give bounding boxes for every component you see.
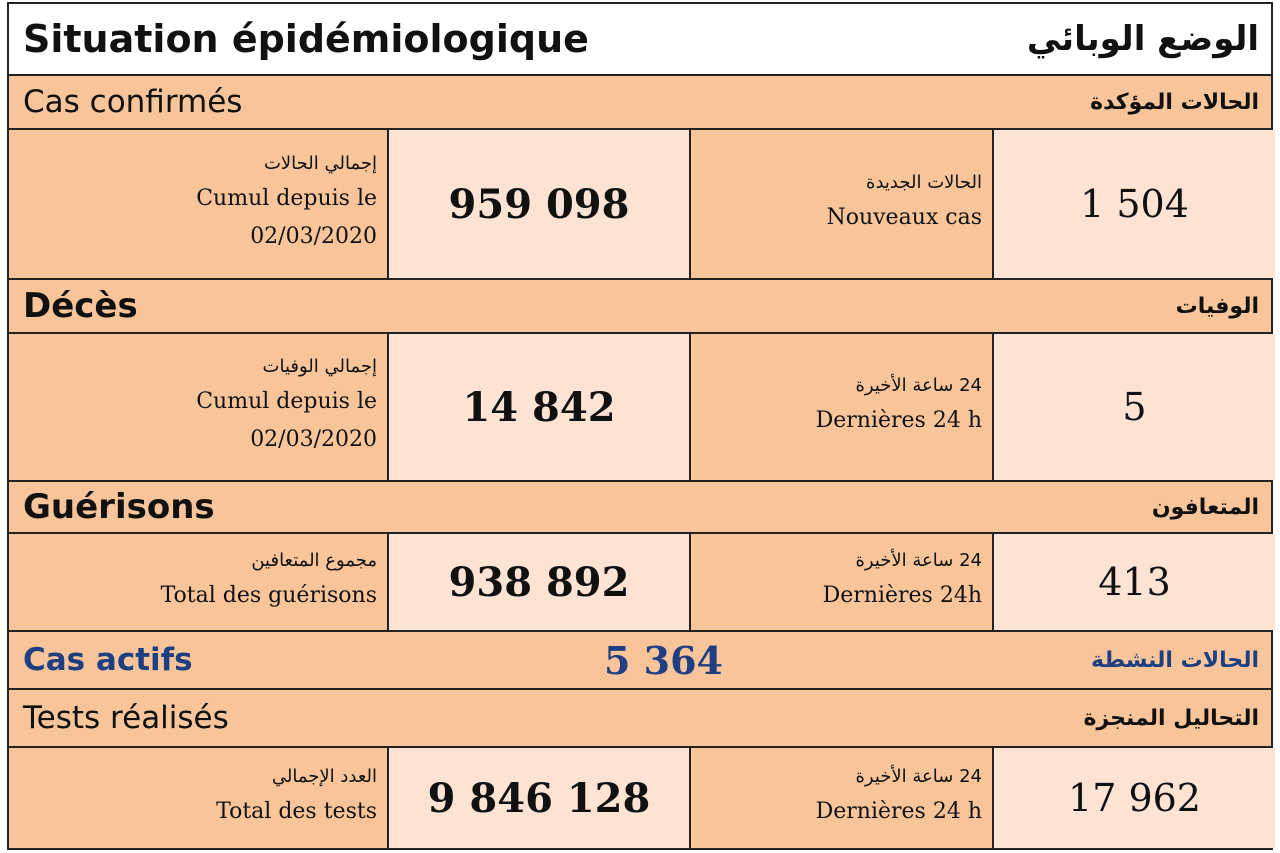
tests-header-ar: التحاليل المنجزة <box>1083 705 1259 731</box>
confirmed-header-row <box>9 76 1271 130</box>
recoveries-last-fr: Dernières 24h <box>822 582 982 608</box>
recoveries-header-row <box>9 482 1271 534</box>
confirmed-new-ar: الحالات الجديدة <box>866 171 982 193</box>
active-cases-value: 5 364 <box>604 637 723 683</box>
confirmed-header-ar: الحالات المؤكدة <box>1090 89 1259 115</box>
confirmed-cumul-fr-1: Cumul depuis le <box>196 185 377 211</box>
deaths-last-value: 5 <box>1122 385 1147 429</box>
recoveries-total-label-cell <box>9 534 389 630</box>
tests-total-value: 9 846 128 <box>427 774 651 822</box>
confirmed-data-row <box>9 130 1271 280</box>
title-row <box>9 4 1271 76</box>
recoveries-last-ar: 24 ساعة الأخيرة <box>855 549 982 571</box>
deaths-cumul-fr-2: 02/03/2020 <box>250 426 377 452</box>
deaths-cumul-ar: إجمالي الوفيات <box>262 355 377 377</box>
tests-header-row <box>9 690 1271 748</box>
confirmed-new-label-cell <box>691 130 994 278</box>
confirmed-cumul-fr-2: 02/03/2020 <box>250 223 377 249</box>
confirmed-new-value-cell <box>994 130 1275 278</box>
title-french: Situation épidémiologique <box>23 17 589 61</box>
recoveries-last-value-cell <box>994 534 1275 630</box>
deaths-last-label-cell <box>691 334 994 480</box>
tests-last-label-cell <box>691 748 994 848</box>
active-cases-row <box>9 632 1271 690</box>
active-cases-label-fr: Cas actifs <box>23 642 193 678</box>
deaths-last-ar: 24 ساعة الأخيرة <box>855 374 982 396</box>
deaths-cumul-value: 14 842 <box>462 383 616 431</box>
confirmed-cumul-value: 959 098 <box>448 180 630 228</box>
deaths-cumul-value-cell <box>389 334 691 480</box>
tests-total-value-cell <box>389 748 691 848</box>
tests-last-fr: Dernières 24 h <box>815 798 982 824</box>
tests-data-row <box>9 748 1271 848</box>
deaths-header-fr: Décès <box>23 286 138 326</box>
recoveries-total-value-cell <box>389 534 691 630</box>
confirmed-new-fr: Nouveaux cas <box>826 204 982 230</box>
deaths-data-row <box>9 334 1271 482</box>
tests-last-ar: 24 ساعة الأخيرة <box>855 765 982 787</box>
epidemiological-table <box>7 2 1273 850</box>
deaths-cumul-label-cell <box>9 334 389 480</box>
deaths-cumul-fr-1: Cumul depuis le <box>196 388 377 414</box>
recoveries-last-label-cell <box>691 534 994 630</box>
tests-total-label-cell <box>9 748 389 848</box>
recoveries-header-fr: Guérisons <box>23 487 215 527</box>
recoveries-total-fr: Total des guérisons <box>160 582 377 608</box>
deaths-last-fr: Dernières 24 h <box>815 407 982 433</box>
recoveries-data-row <box>9 534 1271 632</box>
deaths-last-value-cell <box>994 334 1275 480</box>
confirmed-new-value: 1 504 <box>1080 182 1189 226</box>
deaths-header-row <box>9 280 1271 334</box>
tests-total-fr: Total des tests <box>216 798 377 824</box>
tests-last-value: 17 962 <box>1068 776 1201 820</box>
active-cases-label-ar: الحالات النشطة <box>1090 647 1259 673</box>
recoveries-total-value: 938 892 <box>448 558 630 606</box>
tests-header-fr: Tests réalisés <box>23 700 229 736</box>
confirmed-header-fr: Cas confirmés <box>23 84 243 120</box>
recoveries-last-value: 413 <box>1098 560 1171 604</box>
tests-total-ar: العدد الإجمالي <box>271 765 377 787</box>
deaths-header-ar: الوفيات <box>1175 293 1259 319</box>
recoveries-header-ar: المتعافون <box>1151 494 1259 520</box>
confirmed-cumul-ar: إجمالي الحالات <box>263 152 377 174</box>
confirmed-cumul-value-cell <box>389 130 691 278</box>
title-arabic: الوضع الوبائي <box>1026 19 1259 59</box>
tests-last-value-cell <box>994 748 1275 848</box>
recoveries-total-ar: مجموع المتعافين <box>251 549 377 571</box>
confirmed-cumul-label-cell <box>9 130 389 278</box>
